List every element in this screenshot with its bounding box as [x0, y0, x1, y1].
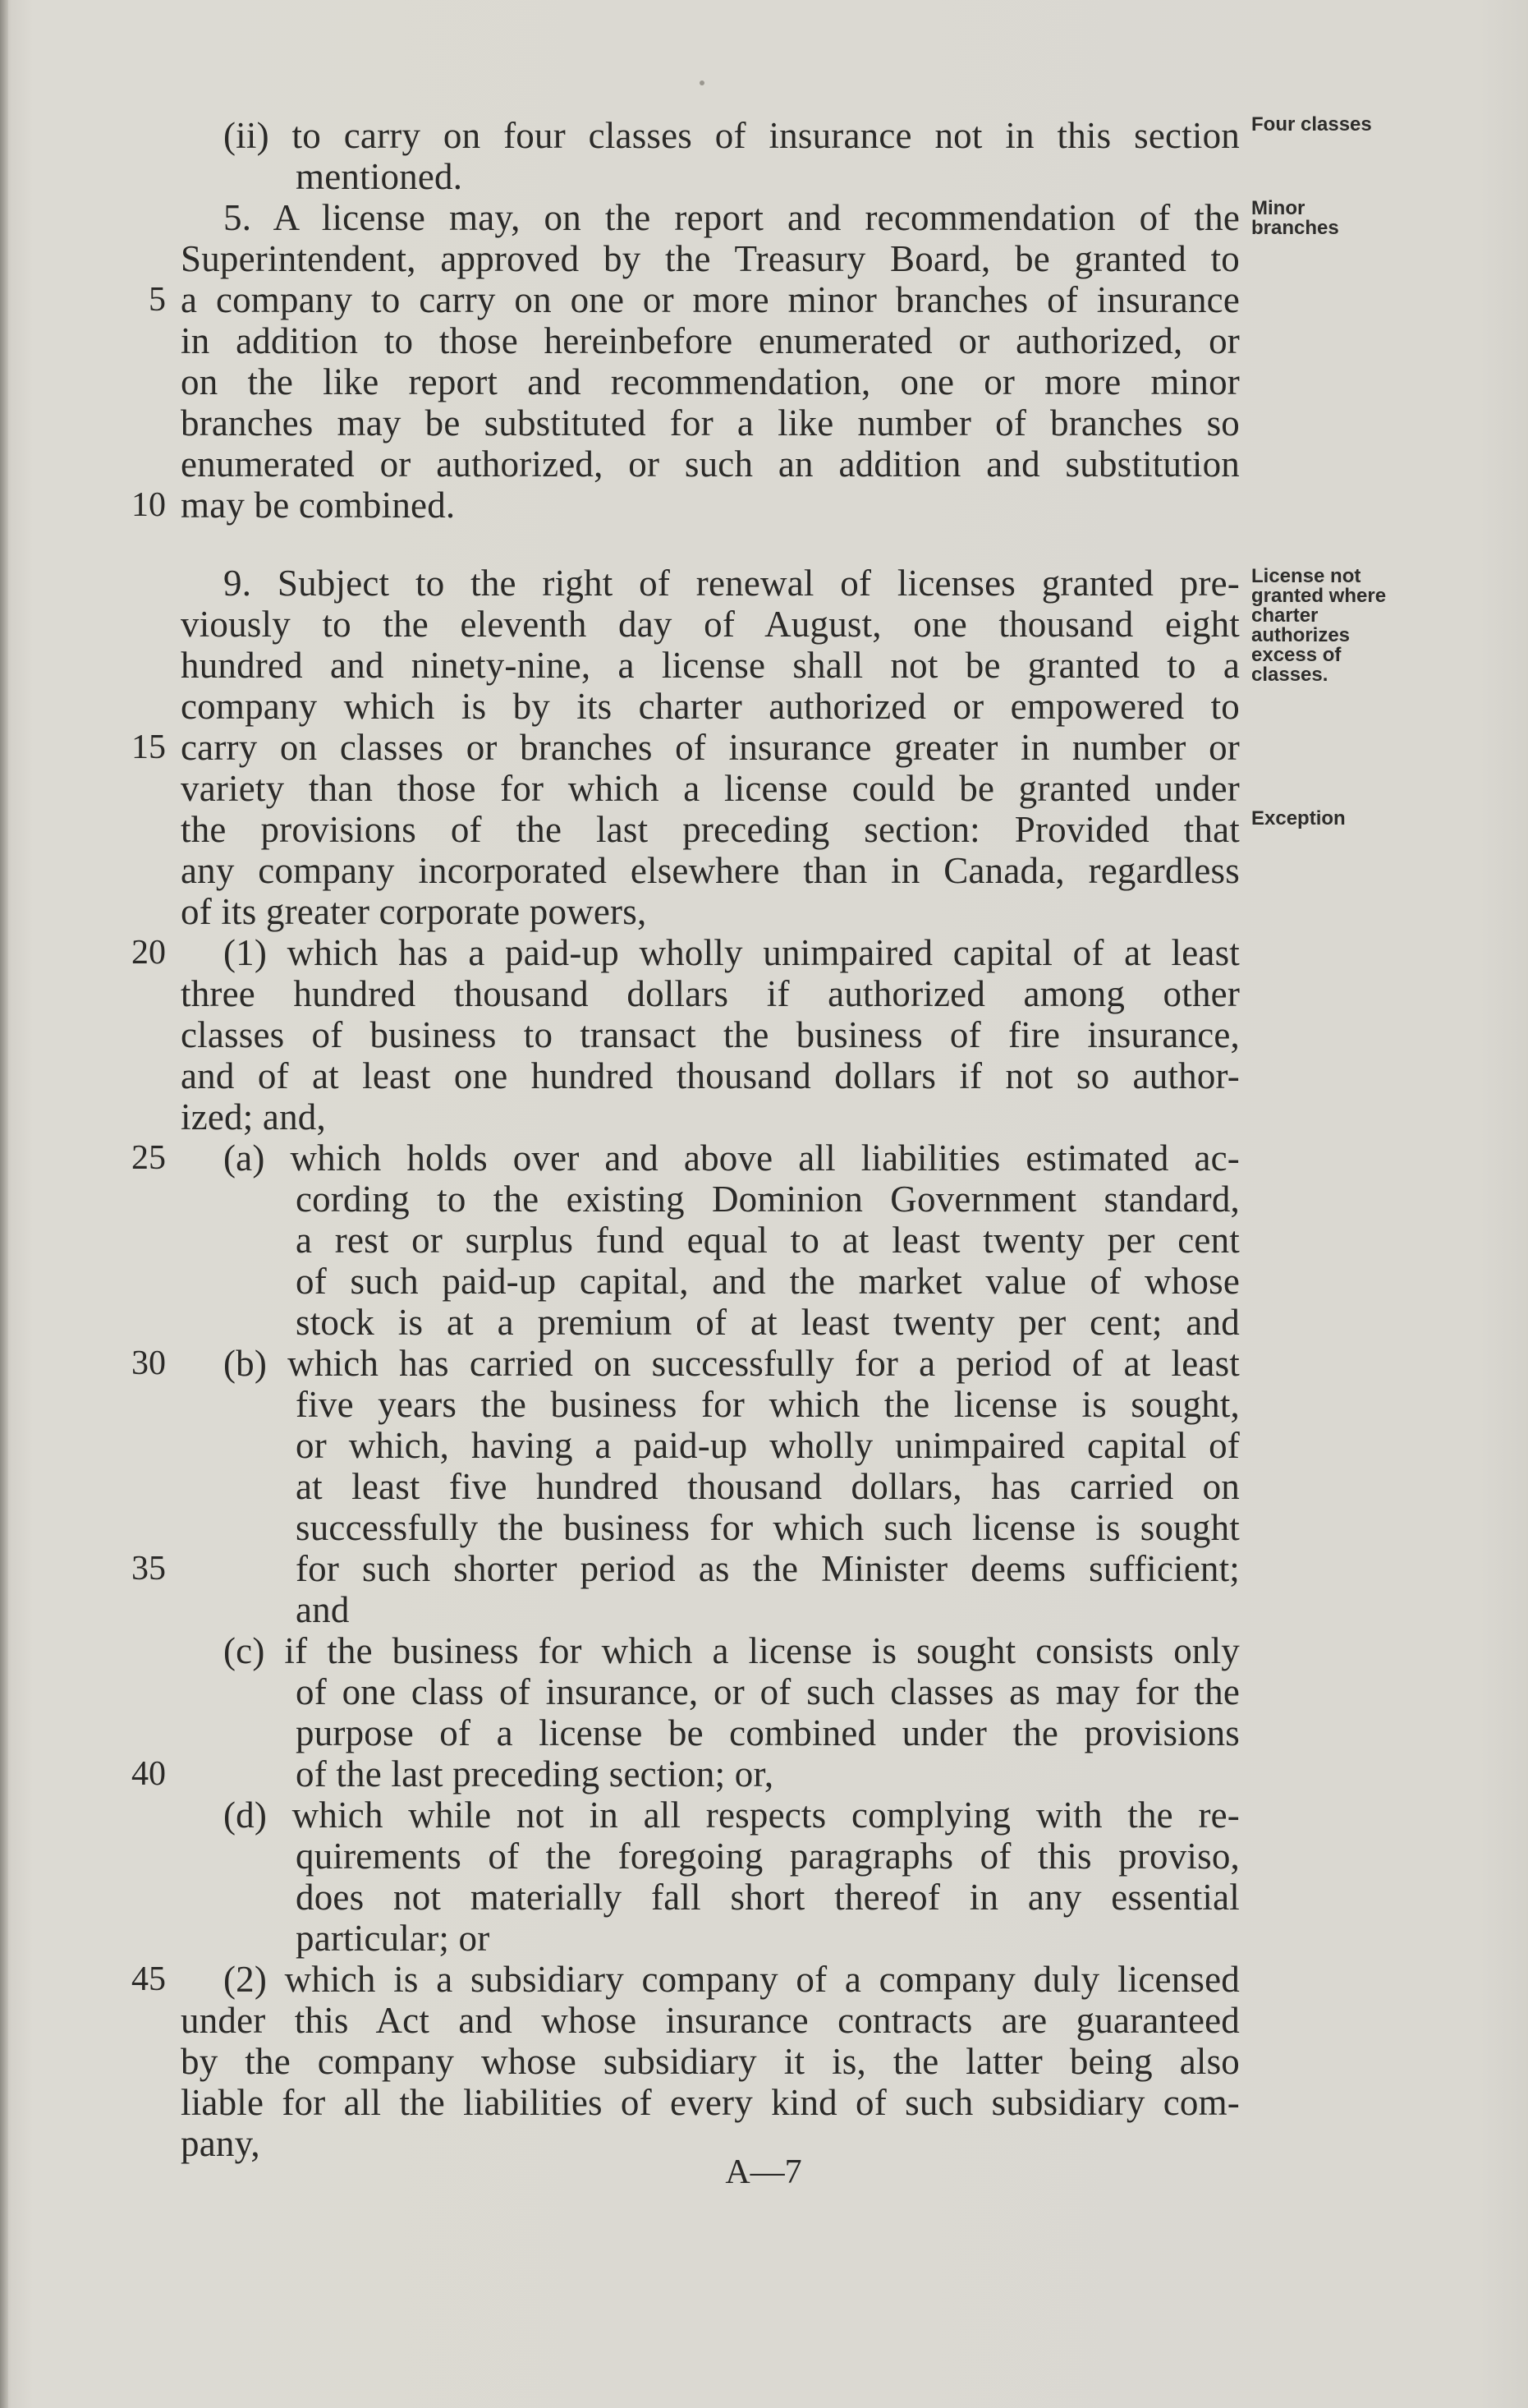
text-line: branches may be substituted for a like number of branches so	[181, 402, 1240, 443]
text-line: (ii) to carry on four classes of insurance not in this section	[223, 115, 1240, 156]
margin-note-license-not-granted: License not granted where charter authorizes excess of classes.	[1251, 565, 1387, 686]
text-line: a rest or surplus fund equal to at least twenty per cent	[296, 1220, 1240, 1261]
line-number: 20	[131, 934, 166, 972]
text-line: of such paid-up capital, and the market value of whose	[296, 1261, 1240, 1302]
text-line: purpose of a license be combined under the provisions	[296, 1712, 1240, 1753]
margin-note-exception: Exception	[1251, 807, 1346, 829]
text-line: does not materially fall short thereof in any essential	[296, 1877, 1240, 1918]
line-number: 15	[131, 728, 166, 766]
text-line: 5. A license may, on the report and recommendation of the	[223, 197, 1240, 238]
text-line: pany,	[181, 2123, 260, 2164]
text-line: under this Act and whose insurance contracts are guaranteed	[181, 2000, 1240, 2041]
text-line: of one class of insurance, or of such classes as may for the	[296, 1671, 1240, 1712]
line-number: 30	[131, 1344, 166, 1382]
text-line: the provisions of the last preceding section: Provided that	[181, 809, 1240, 850]
text-line: any company incorporated elsewhere than in Canada, regardless	[181, 850, 1240, 891]
paragraph-d-line: (d) which while not in all respects complying with the re-	[223, 1795, 1240, 1836]
text-line: and	[296, 1589, 350, 1630]
margin-note-minor-branches: Minor branches	[1251, 197, 1339, 239]
text-line: company which is by its charter authorized or empowered to	[181, 686, 1240, 727]
page-footer: A—7	[725, 2153, 802, 2191]
paragraph-a-line: (a) which holds over and above all liabilities estimated ac-	[223, 1137, 1240, 1179]
text-line: hundred and ninety-nine, a license shall not be granted to a	[181, 645, 1240, 686]
text-line: of the last preceding section; or,	[296, 1753, 774, 1795]
text-line: quirements of the foregoing paragraphs of this proviso,	[296, 1836, 1240, 1877]
text-line: may be combined.	[181, 485, 456, 526]
paragraph-c-line: (c) if the business for which a license is sought consists only	[223, 1630, 1240, 1671]
text-line: in addition to those hereinbefore enumerated or authorized, or	[181, 320, 1240, 361]
text-line: successfully the business for which such license is sought	[296, 1507, 1240, 1548]
text-line: at least five hundred thousand dollars, has carried on	[296, 1466, 1240, 1507]
text-line: five years the business for which the license is sought,	[296, 1384, 1240, 1425]
text-line: or which, having a paid-up wholly unimpaired capital of	[296, 1425, 1240, 1466]
text-line: stock is at a premium of at least twenty per cent; and	[296, 1302, 1240, 1343]
line-number: 40	[131, 1755, 166, 1793]
line-number: 45	[131, 1960, 166, 1998]
text-line: enumerated or authorized, or such an addition and substitution	[181, 443, 1240, 485]
line-number: 10	[131, 486, 166, 524]
text-line: cording to the existing Dominion Government standard,	[296, 1179, 1240, 1220]
text-line: carry on classes or branches of insurance greater in number or	[181, 727, 1240, 768]
text-line: on the like report and recommendation, one or more minor	[181, 361, 1240, 402]
page-binding-edge	[0, 0, 8, 2408]
line-number: 35	[131, 1550, 166, 1588]
text-line: three hundred thousand dollars if authorized among other	[181, 973, 1240, 1014]
text-line: particular; or	[296, 1918, 490, 1959]
margin-note-four-classes: Four classes	[1251, 113, 1372, 136]
line-number: 25	[131, 1139, 166, 1177]
text-line: classes of business to transact the business of fire insurance,	[181, 1014, 1240, 1055]
text-line: a company to carry on one or more minor branches of insurance	[181, 279, 1240, 320]
text-line: (1) which has a paid-up wholly unimpaired capital of at least	[223, 932, 1240, 973]
ink-speck	[700, 80, 704, 85]
paragraph-b-line: (b) which has carried on successfully for a period of at least	[223, 1343, 1240, 1384]
text-line: of its greater corporate powers,	[181, 891, 647, 932]
line-number: 5	[149, 281, 166, 319]
text-line: ized; and,	[181, 1096, 326, 1137]
text-line: liable for all the liabilities of every kind of such subsidiary com-	[181, 2082, 1240, 2123]
paragraph-2-line: (2) which is a subsidiary company of a company duly licensed	[223, 1959, 1240, 2000]
text-line: variety than those for which a license could be granted under	[181, 768, 1240, 809]
text-line: viously to the eleventh day of August, one thousand eight	[181, 604, 1240, 645]
text-line: mentioned.	[296, 156, 463, 197]
section-9-heading-line: 9. Subject to the right of renewal of licenses granted pre-	[223, 563, 1240, 604]
text-line: and of at least one hundred thousand dollars if not so author-	[181, 1055, 1240, 1096]
text-line: for such shorter period as the Minister deems sufficient;	[296, 1548, 1240, 1589]
text-line: Superintendent, approved by the Treasury Board, be granted to	[181, 238, 1240, 279]
text-line: by the company whose subsidiary it is, the latter being also	[181, 2041, 1240, 2082]
